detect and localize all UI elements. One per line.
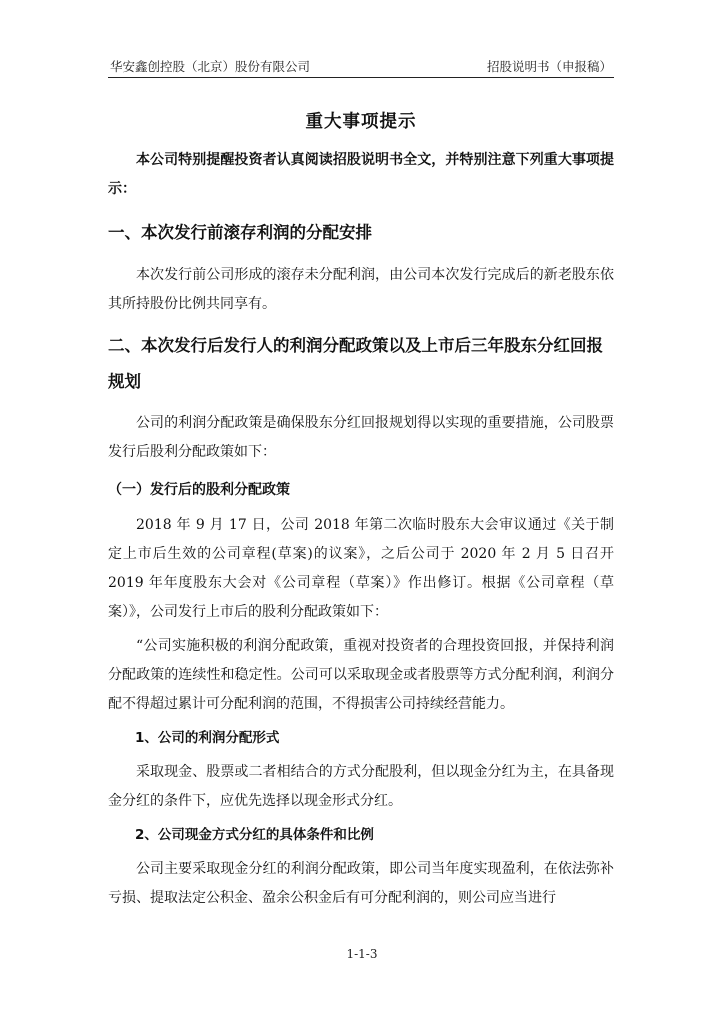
item2-heading: 2、公司现金方式分红的具体条件和比例 — [135, 827, 374, 843]
subsection1-para1: 2018 年 9 月 17 日，公司 2018 年第二次临时股东大会审议通过《关于制定上市后生效的公司章程(草案)的议案》，之后公司于 2020 年 2 月 5 日召开 2019 年年度股东大会对《公司章程（草案）》作出修订。根据《公司章程（草案）》，公司发行上市后的股利分配政策如下： — [108, 517, 614, 620]
page-number: 1-1-3 — [346, 947, 378, 961]
section1-body: 本次发行前公司形成的滚存未分配利润，由公司本次发行完成后的新老股东依其所持股份比例共同享有。 — [108, 267, 614, 312]
section2-body: 公司的利润分配政策是确保股东分红回报规划得以实现的重要措施，公司股票发行后股利分配政策如下： — [108, 415, 614, 460]
intro-paragraph: 本公司特别提醒投资者认真阅读招股说明书全文，并特别注意下列重大事项提示： — [108, 152, 614, 197]
section1-heading: 一、本次发行前滚存利润的分配安排 — [108, 223, 372, 242]
page-content — [108, 100, 614, 913]
section2-heading: 二、本次发行后发行人的利润分配政策以及上市后三年股东分红回报规划 — [108, 336, 603, 391]
subsection1-para2: “公司实施积极的利润分配政策，重视对投资者的合理投资回报，并保持利润分配政策的连续性和稳定性。公司可以采取现金或者股票等方式分配利润，利润分配不得超过累计可分配利润的范围，不得损害公司持续经营能力。 — [108, 638, 614, 712]
page-header — [108, 55, 614, 78]
header-company: 华安鑫创控股（北京）股份有限公司 — [110, 59, 311, 74]
subsection1-heading: （一）发行后的股利分配政策 — [108, 482, 290, 498]
page-title: 重大事项提示 — [305, 112, 417, 132]
item1-heading: 1、公司的利润分配形式 — [135, 730, 280, 746]
header-doc-type: 招股说明书（申报稿） — [486, 59, 612, 74]
item1-body: 采取现金、股票或二者相结合的方式分配股利，但以现金分红为主，在具备现金分红的条件下，应优先选择以现金形式分红。 — [108, 764, 614, 809]
item2-body: 公司主要采取现金分红的利润分配政策，即公司当年度实现盈利，在依法弥补亏损、提取法定公积金、盈余公积金后有可分配利润的，则公司应当进行 — [108, 861, 614, 906]
